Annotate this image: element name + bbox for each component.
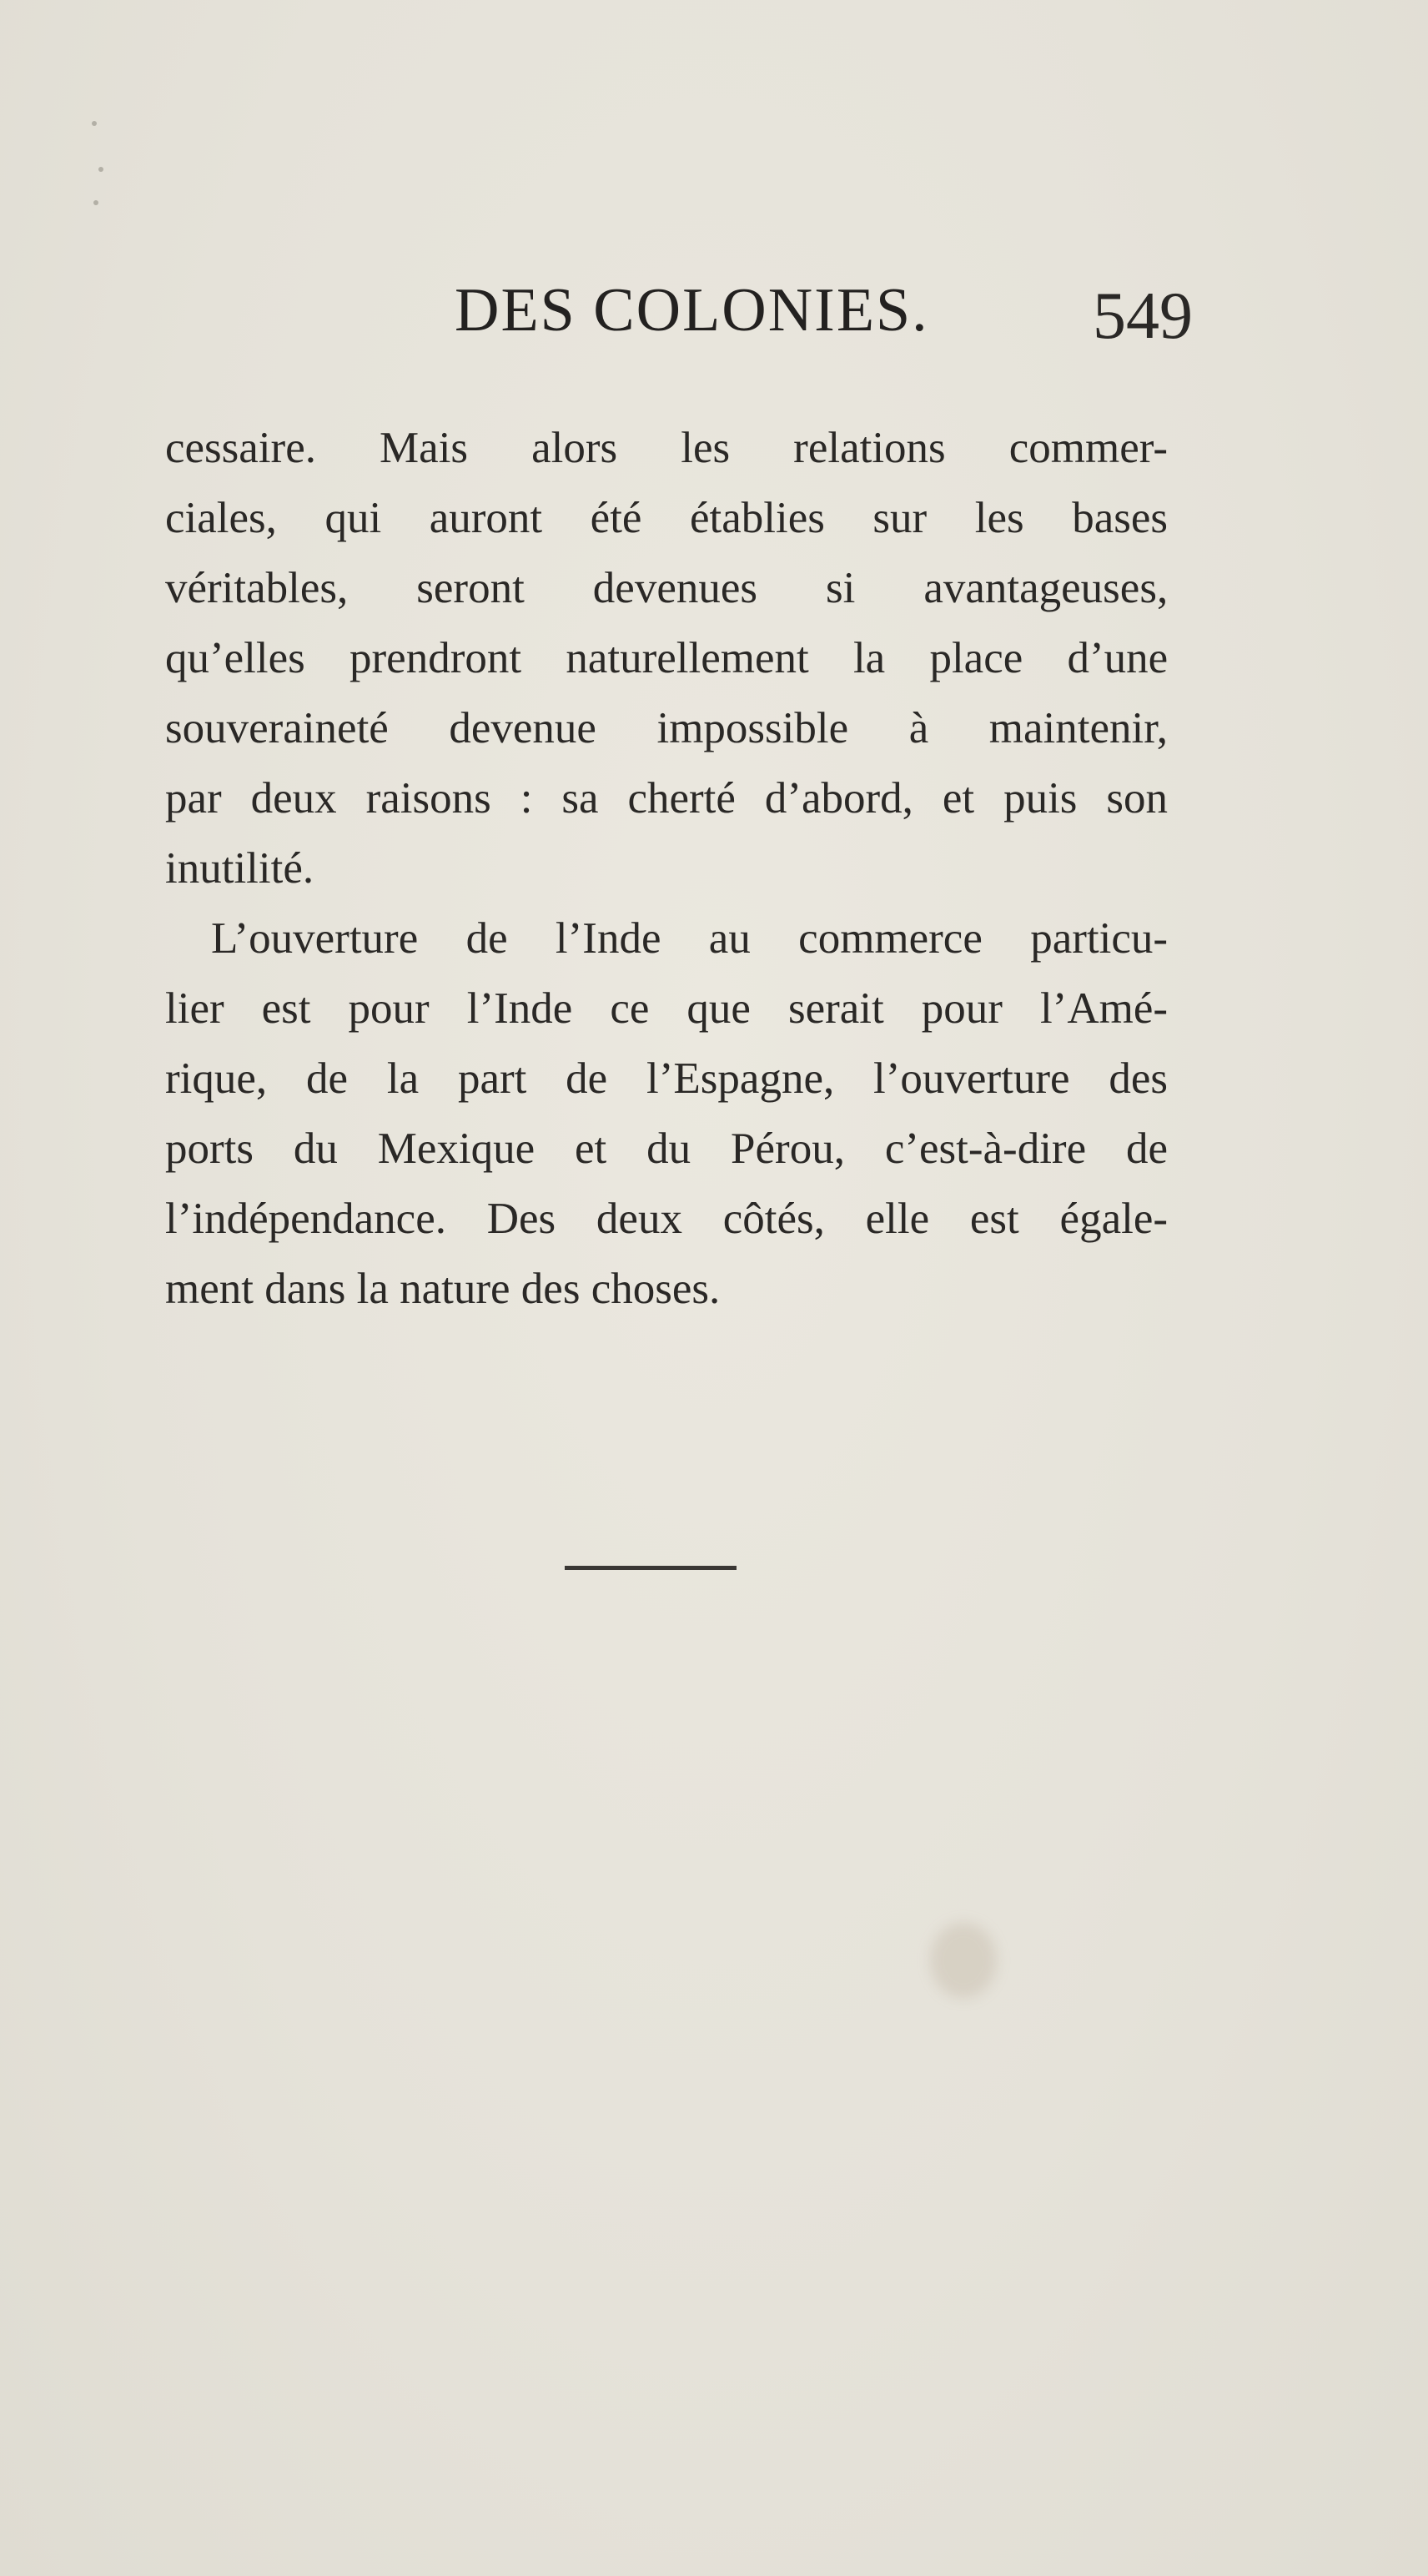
paper-stain xyxy=(930,1923,997,1998)
text-line: par deux raisons : sa cherté d’abord, et puis son xyxy=(165,774,1168,823)
body-text xyxy=(165,413,1168,1324)
text-line: inutilité. xyxy=(165,844,314,893)
text-line: ports du Mexique et du Pérou, c’est-à-dire de xyxy=(165,1124,1168,1173)
text-line: lier est pour l’Inde ce que serait pour l’Amé- xyxy=(165,984,1168,1033)
text-line: souveraineté devenue impossible à maintenir, xyxy=(165,704,1168,752)
page-number: 549 xyxy=(1093,279,1193,353)
text-line: ment dans la nature des choses. xyxy=(165,1265,721,1313)
paper-speck xyxy=(93,200,98,205)
text-line: rique, de la part de l’Espagne, l’ouverture des xyxy=(165,1054,1168,1103)
paper-speck xyxy=(92,121,97,126)
paragraph xyxy=(165,413,1168,903)
text-line: l’indépendance. Des deux côtés, elle est égale- xyxy=(165,1195,1168,1243)
running-head-title: DES COLONIES. xyxy=(455,276,929,345)
text-line: cessaire. Mais alors les relations commer- xyxy=(165,424,1168,472)
end-rule xyxy=(565,1566,737,1570)
text-line: qu’elles prendront naturellement la place d’une xyxy=(165,634,1169,682)
paragraph xyxy=(165,903,1168,1324)
text-line: véritables, seront devenues si avantageuses, xyxy=(165,564,1169,612)
text-line: ciales, qui auront été établies sur les bases xyxy=(165,494,1168,542)
text-line: L’ouverture de l’Inde au commerce particu- xyxy=(211,914,1168,963)
paper-speck xyxy=(98,167,103,172)
running-head xyxy=(0,276,1428,371)
